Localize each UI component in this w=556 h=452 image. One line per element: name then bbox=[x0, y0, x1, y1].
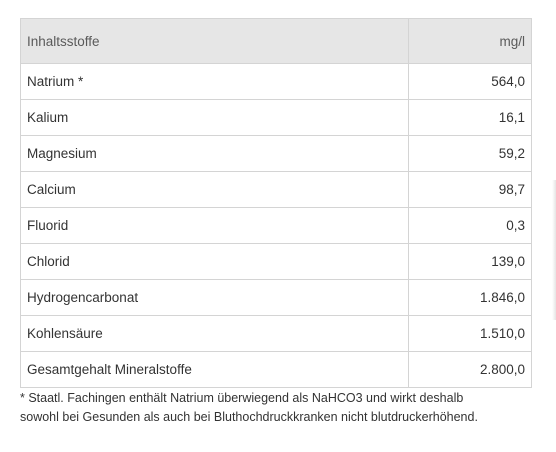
table-row bbox=[21, 352, 532, 388]
row-name: Kalium bbox=[21, 100, 409, 136]
row-name: Calcium bbox=[21, 172, 409, 208]
mineral-content-table bbox=[20, 18, 532, 388]
row-value: 98,7 bbox=[409, 172, 532, 208]
row-name: Fluorid bbox=[21, 208, 409, 244]
table-row bbox=[21, 64, 532, 100]
row-value: 564,0 bbox=[409, 64, 532, 100]
row-value: 1.510,0 bbox=[409, 316, 532, 352]
table-row bbox=[21, 172, 532, 208]
row-name: Kohlensäure bbox=[21, 316, 409, 352]
header-ingredients: Inhaltsstoffe bbox=[21, 19, 409, 64]
footnote bbox=[20, 389, 540, 427]
row-value: 139,0 bbox=[409, 244, 532, 280]
table-row bbox=[21, 244, 532, 280]
header-unit: mg/l bbox=[409, 19, 532, 64]
table-row bbox=[21, 280, 532, 316]
table-header bbox=[21, 19, 532, 64]
footnote-line-2: sowohl bei Gesunden als auch bei Bluthochdruckkranken nicht blutdruckerhöhend. bbox=[20, 410, 478, 424]
row-value: 2.800,0 bbox=[409, 352, 532, 388]
row-name: Natrium * bbox=[21, 64, 409, 100]
row-value: 0,3 bbox=[409, 208, 532, 244]
row-name: Chlorid bbox=[21, 244, 409, 280]
table-row bbox=[21, 316, 532, 352]
table-row bbox=[21, 136, 532, 172]
table-header-row bbox=[21, 19, 532, 64]
row-value: 59,2 bbox=[409, 136, 532, 172]
table-row bbox=[21, 100, 532, 136]
row-name: Gesamtgehalt Mineralstoffe bbox=[21, 352, 409, 388]
table-body bbox=[21, 64, 532, 388]
table-row bbox=[21, 208, 532, 244]
footnote-line-1: * Staatl. Fachingen enthält Natrium überwiegend als NaHCO3 und wirkt deshalb bbox=[20, 391, 464, 405]
row-value: 16,1 bbox=[409, 100, 532, 136]
row-name: Magnesium bbox=[21, 136, 409, 172]
edge-shadow bbox=[552, 180, 556, 320]
row-value: 1.846,0 bbox=[409, 280, 532, 316]
row-name: Hydrogencarbonat bbox=[21, 280, 409, 316]
